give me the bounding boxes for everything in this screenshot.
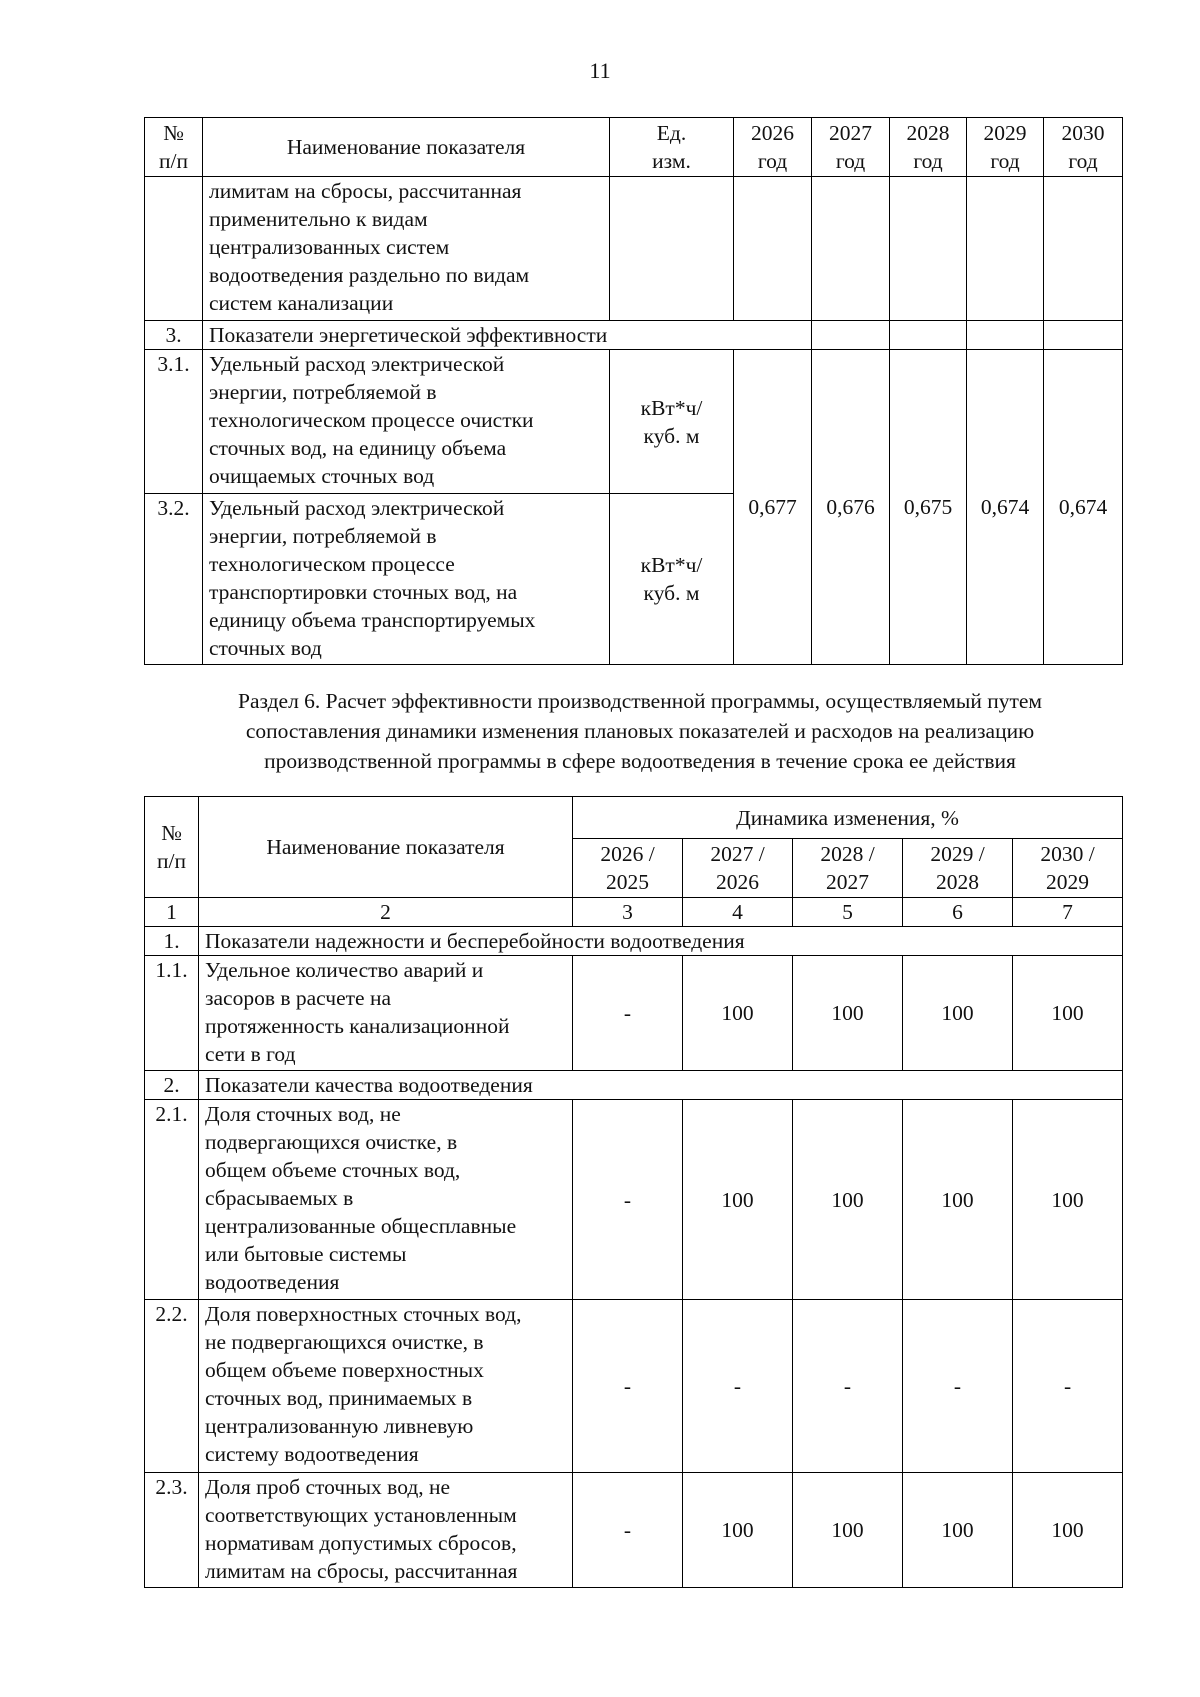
section-number: 2. bbox=[145, 1071, 199, 1100]
period-header: 2029 / 2028 bbox=[903, 839, 1013, 898]
section-row bbox=[145, 927, 1123, 956]
row-number: 1.1. bbox=[145, 956, 199, 1071]
value-cell: 0,674 bbox=[1044, 350, 1123, 665]
value-cell: - bbox=[683, 1300, 793, 1473]
value-cell: 100 bbox=[793, 1100, 903, 1300]
value-cell: - bbox=[573, 956, 683, 1071]
energy-efficiency-table bbox=[144, 117, 1123, 665]
value-cell: 100 bbox=[903, 1100, 1013, 1300]
indicator-name: Доля сточных вод, не подвергающихся очистке, в общем объеме сточных вод, сбрасываемых в централизованные общесплавные или бытовые системы водоотведения bbox=[199, 1100, 573, 1300]
row-number: 3.2. bbox=[145, 494, 203, 665]
period-header: 2027 / 2026 bbox=[683, 839, 793, 898]
col-year-header: 2029 год bbox=[967, 118, 1044, 177]
value-cell: 0,675 bbox=[890, 350, 967, 665]
col-year-header: 2030 год bbox=[1044, 118, 1123, 177]
value-cell: - bbox=[573, 1100, 683, 1300]
table-header-row bbox=[145, 118, 1123, 177]
col-number: 2 bbox=[199, 898, 573, 927]
value-cell: 100 bbox=[683, 1100, 793, 1300]
section-number: 1. bbox=[145, 927, 199, 956]
period-header: 2026 / 2025 bbox=[573, 839, 683, 898]
col-year-header: 2026 год bbox=[734, 118, 812, 177]
value-cell: 100 bbox=[1013, 956, 1123, 1071]
row-number: 2.2. bbox=[145, 1300, 199, 1473]
indicator-name: Удельное количество аварий и засоров в расчете на протяженность канализационной сети в год bbox=[199, 956, 573, 1071]
dynamics-header: Динамика изменения, % bbox=[573, 797, 1123, 839]
row-number: 2.3. bbox=[145, 1473, 199, 1588]
value-cell: 0,677 bbox=[734, 350, 812, 665]
indicator-name: Удельный расход электрической энергии, потребляемой в технологическом процессе транспортировки сточных вод, на единицу объема транспортируемых сточных вод bbox=[203, 494, 610, 665]
table-row bbox=[145, 350, 1123, 494]
indicator-name: лимитам на сбросы, рассчитанная применительно к видам централизованных систем водоотведения раздельно по видам систем канализации bbox=[203, 177, 610, 321]
value-cell: - bbox=[793, 1300, 903, 1473]
section-title: Показатели надежности и бесперебойности водоотведения bbox=[199, 927, 1123, 956]
value-cell: 100 bbox=[683, 1473, 793, 1588]
indicator-name: Доля проб сточных вод, не соответствующих установленным нормативам допустимых сбросов, лимитам на сбросы, рассчитанная bbox=[199, 1473, 573, 1588]
value-cell: - bbox=[573, 1300, 683, 1473]
col-number: 1 bbox=[145, 898, 199, 927]
column-numbers-row bbox=[145, 898, 1123, 927]
indicator-name: Доля поверхностных сточных вод, не подвергающихся очистке, в общем объеме поверхностных сточных вод, принимаемых в централизованную ливневую систему водоотведения bbox=[199, 1300, 573, 1473]
indicator-name: Удельный расход электрической энергии, потребляемой в технологическом процессе очистки сточных вод, на единицу объема очищаемых сточных вод bbox=[203, 350, 610, 494]
table-row bbox=[145, 1300, 1123, 1473]
section-row bbox=[145, 1071, 1123, 1100]
value-cell: 0,674 bbox=[967, 350, 1044, 665]
col-unit-header: Ед. изм. bbox=[610, 118, 734, 177]
table-row bbox=[145, 1473, 1123, 1588]
value-cell: 100 bbox=[793, 1473, 903, 1588]
value-cell: 100 bbox=[1013, 1100, 1123, 1300]
value-cell: - bbox=[1013, 1300, 1123, 1473]
page-number: 11 bbox=[589, 58, 611, 83]
table-row bbox=[145, 177, 1123, 321]
value-cell: - bbox=[573, 1473, 683, 1588]
col-name-header: Наименование показателя bbox=[203, 118, 610, 177]
col-number: 6 bbox=[903, 898, 1013, 927]
row-number: 2.1. bbox=[145, 1100, 199, 1300]
col-number: 5 bbox=[793, 898, 903, 927]
col-year-header: 2027 год bbox=[812, 118, 890, 177]
row-number: 3.1. bbox=[145, 350, 203, 494]
section-title: Показатели энергетической эффективности bbox=[203, 321, 812, 350]
value-cell: 100 bbox=[1013, 1473, 1123, 1588]
value-cell: 100 bbox=[903, 956, 1013, 1071]
section-row bbox=[145, 321, 1123, 350]
unit-cell: кВт*ч/ куб. м bbox=[610, 494, 734, 665]
table-header-row bbox=[145, 797, 1123, 839]
period-header: 2028 / 2027 bbox=[793, 839, 903, 898]
col-year-header: 2028 год bbox=[890, 118, 967, 177]
col-number: 3 bbox=[573, 898, 683, 927]
section-title: Показатели качества водоотведения bbox=[199, 1071, 1123, 1100]
value-cell: 100 bbox=[683, 956, 793, 1071]
value-cell: 100 bbox=[903, 1473, 1013, 1588]
period-header: 2030 / 2029 bbox=[1013, 839, 1123, 898]
unit-cell: кВт*ч/ куб. м bbox=[610, 350, 734, 494]
value-cell: 100 bbox=[793, 956, 903, 1071]
col-number-header: № п/п bbox=[145, 797, 199, 898]
value-cell: - bbox=[903, 1300, 1013, 1473]
col-number: 4 bbox=[683, 898, 793, 927]
section-number: 3. bbox=[145, 321, 203, 350]
table-row bbox=[145, 1100, 1123, 1300]
efficiency-dynamics-table bbox=[144, 796, 1123, 1588]
col-name-header: Наименование показателя bbox=[199, 797, 573, 898]
section-6-title: Раздел 6. Расчет эффективности производственной программы, осуществляемый путем сопоставления динамики изменения плановых показателей и расходов на реализацию производственной программы в сфере водоотведения в течение срока ее действия bbox=[237, 689, 1042, 773]
value-cell: 0,676 bbox=[812, 350, 890, 665]
col-number: 7 bbox=[1013, 898, 1123, 927]
col-number-header: № п/п bbox=[145, 118, 203, 177]
table-row bbox=[145, 956, 1123, 1071]
